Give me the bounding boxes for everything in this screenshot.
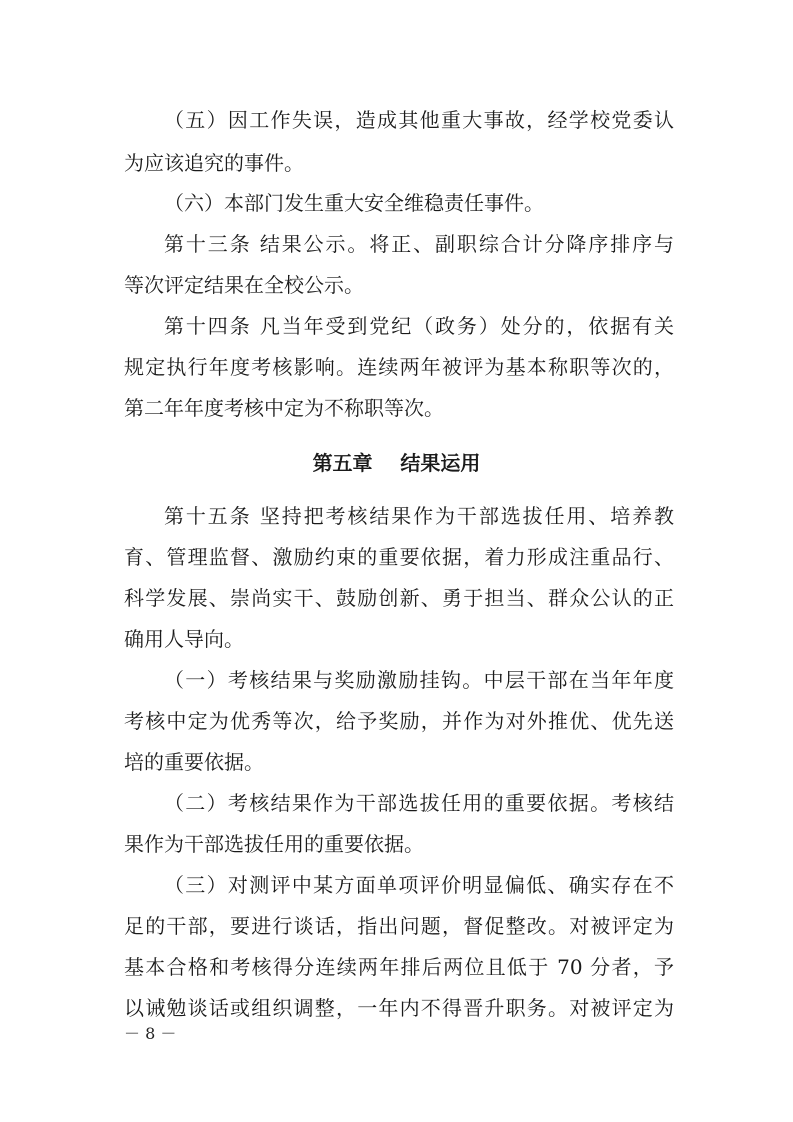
- paragraph-line: 第十四条 凡当年受到党纪（政务）处分的，依据有关: [164, 314, 674, 338]
- paragraph-line: 果作为干部选拔任用的重要依据。: [124, 832, 424, 856]
- paragraph-line: 科学发展、崇尚实干、鼓励创新、勇于担当、群众公认的正: [124, 586, 674, 610]
- paragraph-line: 第十三条 结果公示。将正、副职综合计分降序排序与: [164, 232, 674, 256]
- paragraph-line: （五）因工作失误，造成其他重大事故，经学校党委认: [164, 108, 674, 132]
- paragraph-line: （一）考核结果与奖励激励挂钩。中层干部在当年年度: [164, 668, 674, 692]
- page-number: － 8 －: [124, 1024, 177, 1043]
- paragraph-line: 第二年年度考核中定为不称职等次。: [124, 396, 444, 420]
- paragraph-line: 考核中定为优秀等次，给予奖励，并作为对外推优、优先送: [124, 709, 674, 733]
- paragraph-line: 为应该追究的事件。: [124, 151, 304, 175]
- paragraph-line: 等次评定结果在全校公示。: [124, 273, 364, 297]
- paragraph-line: 确用人导向。: [124, 627, 244, 651]
- paragraph-line: （二）考核结果作为干部选拔任用的重要依据。考核结: [164, 791, 674, 815]
- chapter-heading: 第五章 结果运用: [312, 451, 481, 475]
- paragraph-line: 规定执行年度考核影响。连续两年被评为基本称职等次的，: [124, 355, 674, 379]
- paragraph-line: 第十五条 坚持把考核结果作为干部选拔任用、培养教: [164, 504, 674, 528]
- paragraph-line: 基本合格和考核得分连续两年排后两位且低于 70 分者，予: [124, 955, 674, 979]
- paragraph-line: （六）本部门发生重大安全维稳责任事件。: [164, 191, 544, 215]
- paragraph-line: 培的重要依据。: [124, 750, 264, 774]
- paragraph-line: 以诫勉谈话或组织调整，一年内不得晋升职务。对被评定为: [124, 996, 674, 1020]
- paragraph-line: 育、管理监督、激励约束的重要依据，着力形成注重品行、: [124, 545, 674, 569]
- paragraph-line: 足的干部，要进行谈话，指出问题，督促整改。对被评定为: [124, 914, 674, 938]
- paragraph-line: （三）对测评中某方面单项评价明显偏低、确实存在不: [164, 873, 674, 897]
